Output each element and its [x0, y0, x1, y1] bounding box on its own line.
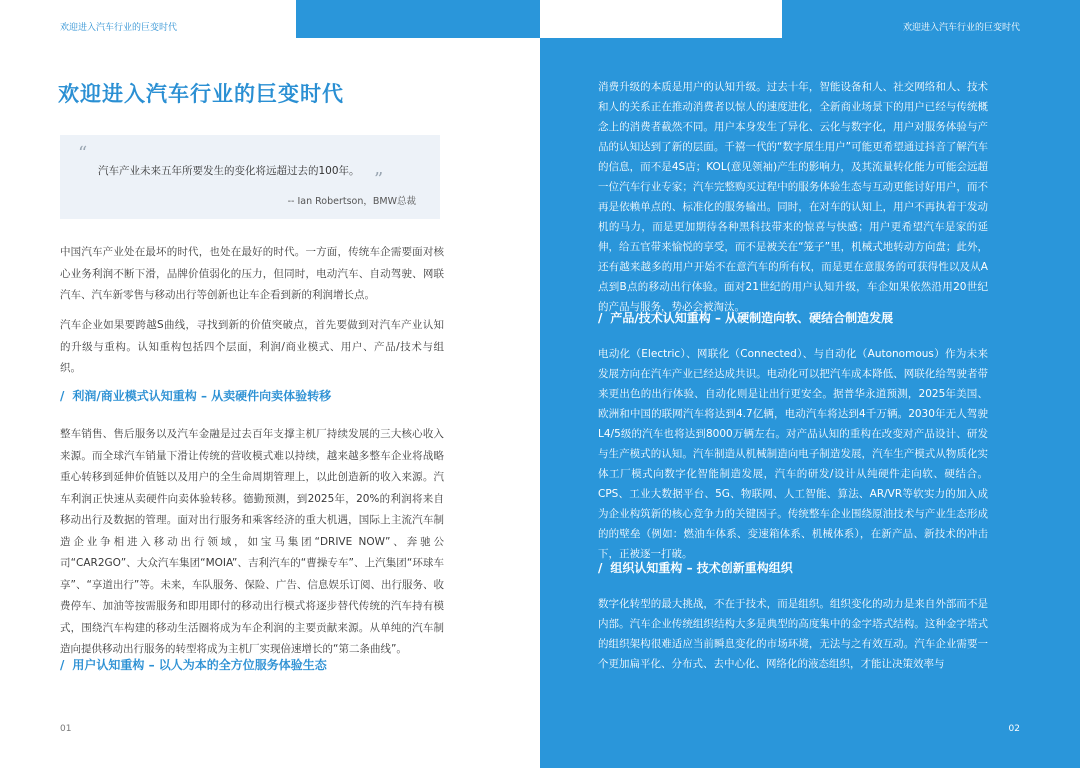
quote-author: -- Ian Robertson，BMW总裁 [287, 196, 416, 207]
quote-box [60, 135, 440, 219]
slash-icon: / [60, 658, 65, 672]
page-number-right: 02 [1008, 724, 1020, 734]
left-paragraph-3: 整车销售、售后服务以及汽车金融是过去百年支撑主机厂持续发展的三大核心收入来源。而全球汽车销量下滑让传统的营收模式难以持续，越来越多整车企业将战略重心转移到延伸价值链以及用户的全生命周期管理上，以此创造新的收入来源。汽车利润正快速从卖硬件向卖体验转移。德勤预测，到2025年，20%的利润将来自移动出行及数据的管理。面对出行服务和乘客经济的重大机遇，国际上主流汽车制造企业争相进入移动出行领域，如宝马集团“DRIVE NOW”、奔驰公司“CAR2GO”、大众汽车集团“MOIA”、吉利汽车的“曹操专车”、上汽集团“环球车享”、“享道出行”等。未来，车队服务、保险、广告、信息娱乐订阅、出行服务、收费停车、加油等按需服务和即用即付的移动出行模式将逐步替代传统的汽车持有模式，围绕汽车构建的移动生活圈将成为车企利润的主要贡献来源。从单纯的汽车制造向提供移动出行服务的转型将成为主机厂实现倍速增长的“第二条曲线”。 [60, 428, 444, 655]
section-heading-product [598, 309, 893, 326]
slash-icon: / [60, 389, 65, 403]
quote-text: 汽车产业未来五年所要发生的变化将远超过去的100年。 [98, 165, 360, 177]
page-title: 欢迎进入汽车行业的巨变时代 [58, 82, 344, 106]
right-paragraph-1: 消费升级的本质是用户的认知升级。过去十年，智能设备和人、社交网络和人、技术和人的关系正在推动消费者以惊人的速度进化，全新商业场景下的用户已经与传统概念上的消费者截然不同。用户本身发生了异化、云化与数字化，用户对服务体验与产品的认知达到了新的层面。千禧一代的“数字原生用户”可能更希望通过抖音了解汽车的信息，而不是4S店；KOL(意见领袖)产生的影响力，及其流量转化能力可能会远超一位汽车行业专家；汽车完整购买过程中的服务体验生态与互动更能讨好用户，而不再是依赖单点的、标准化的服务输出。同时，在对车的认知上，用户不再执着于发动机的马力，而是更加期待各种黑科技带来的惊喜与快感；用户更希望汽车是家的延伸，给五官带来愉悦的享受，而不是被关在“笼子”里，机械式地转动方向盘；此外，还有越来越多的用户开始不在意汽车的所有权，而是更在意服务的可获得性以及从A点到B点的移动出行体验。面对21世纪的用户认知升级，车企如果依然沿用20世纪的产品与服务，势必会被淘汰。 [598, 81, 988, 313]
right-paragraph-3: 数字化转型的最大挑战，不在于技术，而是组织。组织变化的动力是来自外部而不是内部。汽车企业传统组织结构大多是典型的高度集中的金字塔式结构。这种金字塔式的组织架构很难适应当前瞬息变化的市场环境，无法与之有效互动。汽车企业需要一个更加扁平化、分布式、去中心化、网络化的液态组织，才能让决策效率与 [598, 598, 988, 670]
slash-icon: / [598, 561, 603, 575]
section-heading-user [60, 656, 327, 673]
section-heading-text: 用户认知重构 – 以人为本的全方位服务体验生态 [72, 658, 327, 672]
running-head-right: 欢迎进入汽车行业的巨变时代 [902, 23, 1020, 33]
right-paragraph-2: 电动化（Electric）、网联化（Connected）、与自动化（Autonomous）作为未来发展方向在汽车产业已经达成共识。电动化可以把汽车成本降低、网联化给驾驶者带来更出色的出行体验、自动化则是让出行更安全。据普华永道预测，2025年美国、欧洲和中国的联网汽车将达到4.7亿辆，电动汽车将达到4千万辆。2030年无人驾驶L4/5级的汽车也将达到8000万辆左右。对产品认知的重构在改变对产品设计、研发与生产模式的认知。汽车制造从机械制造向电子制造发展，汽车生产模式从物质化实体工厂模式向数字化智能制造发展，汽车的研发/设计从纯硬件走向软、硬结合。CPS、工业大数据平台、5G、物联网、人工智能、算法、AR/VR等软实力的加入成为企业构筑新的核心竞争力的关键因子。传统整车企业围绕原油技术与产业生态形成的的壁垒（例如：燃油车体系、变速箱体系、机械体系），在新产品、新技术的冲击下，正被逐一打破。 [598, 348, 988, 560]
close-quote-icon: ” [374, 169, 384, 190]
top-accent-band [296, 0, 540, 38]
section-heading-text: 产品/技术认知重构 – 从硬制造向软、硬结合制造发展 [610, 311, 894, 325]
section-heading-profit [60, 387, 331, 404]
page-number-left: 01 [60, 724, 72, 734]
slash-icon: / [598, 311, 603, 325]
section-heading-organization [598, 559, 793, 576]
section-heading-text: 组织认知重构 – 技术创新重构组织 [610, 561, 793, 575]
open-quote-icon: “ [78, 143, 88, 164]
running-head-left: 欢迎进入汽车行业的巨变时代 [60, 23, 178, 33]
section-heading-text: 利润/商业模式认知重构 – 从卖硬件向卖体验转移 [72, 389, 332, 403]
left-paragraph-1: 中国汽车产业处在最坏的时代，也处在最好的时代。一方面，传统车企需要面对核心业务利润不断下滑，品牌价值弱化的压力，但同时，电动汽车、自动驾驶、网联汽车、汽车新零售与移动出行等创新也让车企看到新的利润增长点。 [60, 246, 444, 301]
top-white-band [540, 0, 782, 38]
left-paragraph-2: 汽车企业如果要跨越S曲线，寻找到新的价值突破点，首先要做到对汽车产业认知的升级与重构。认知重构包括四个层面，利润/商业模式、用户、产品/技术与组织。 [60, 319, 444, 374]
